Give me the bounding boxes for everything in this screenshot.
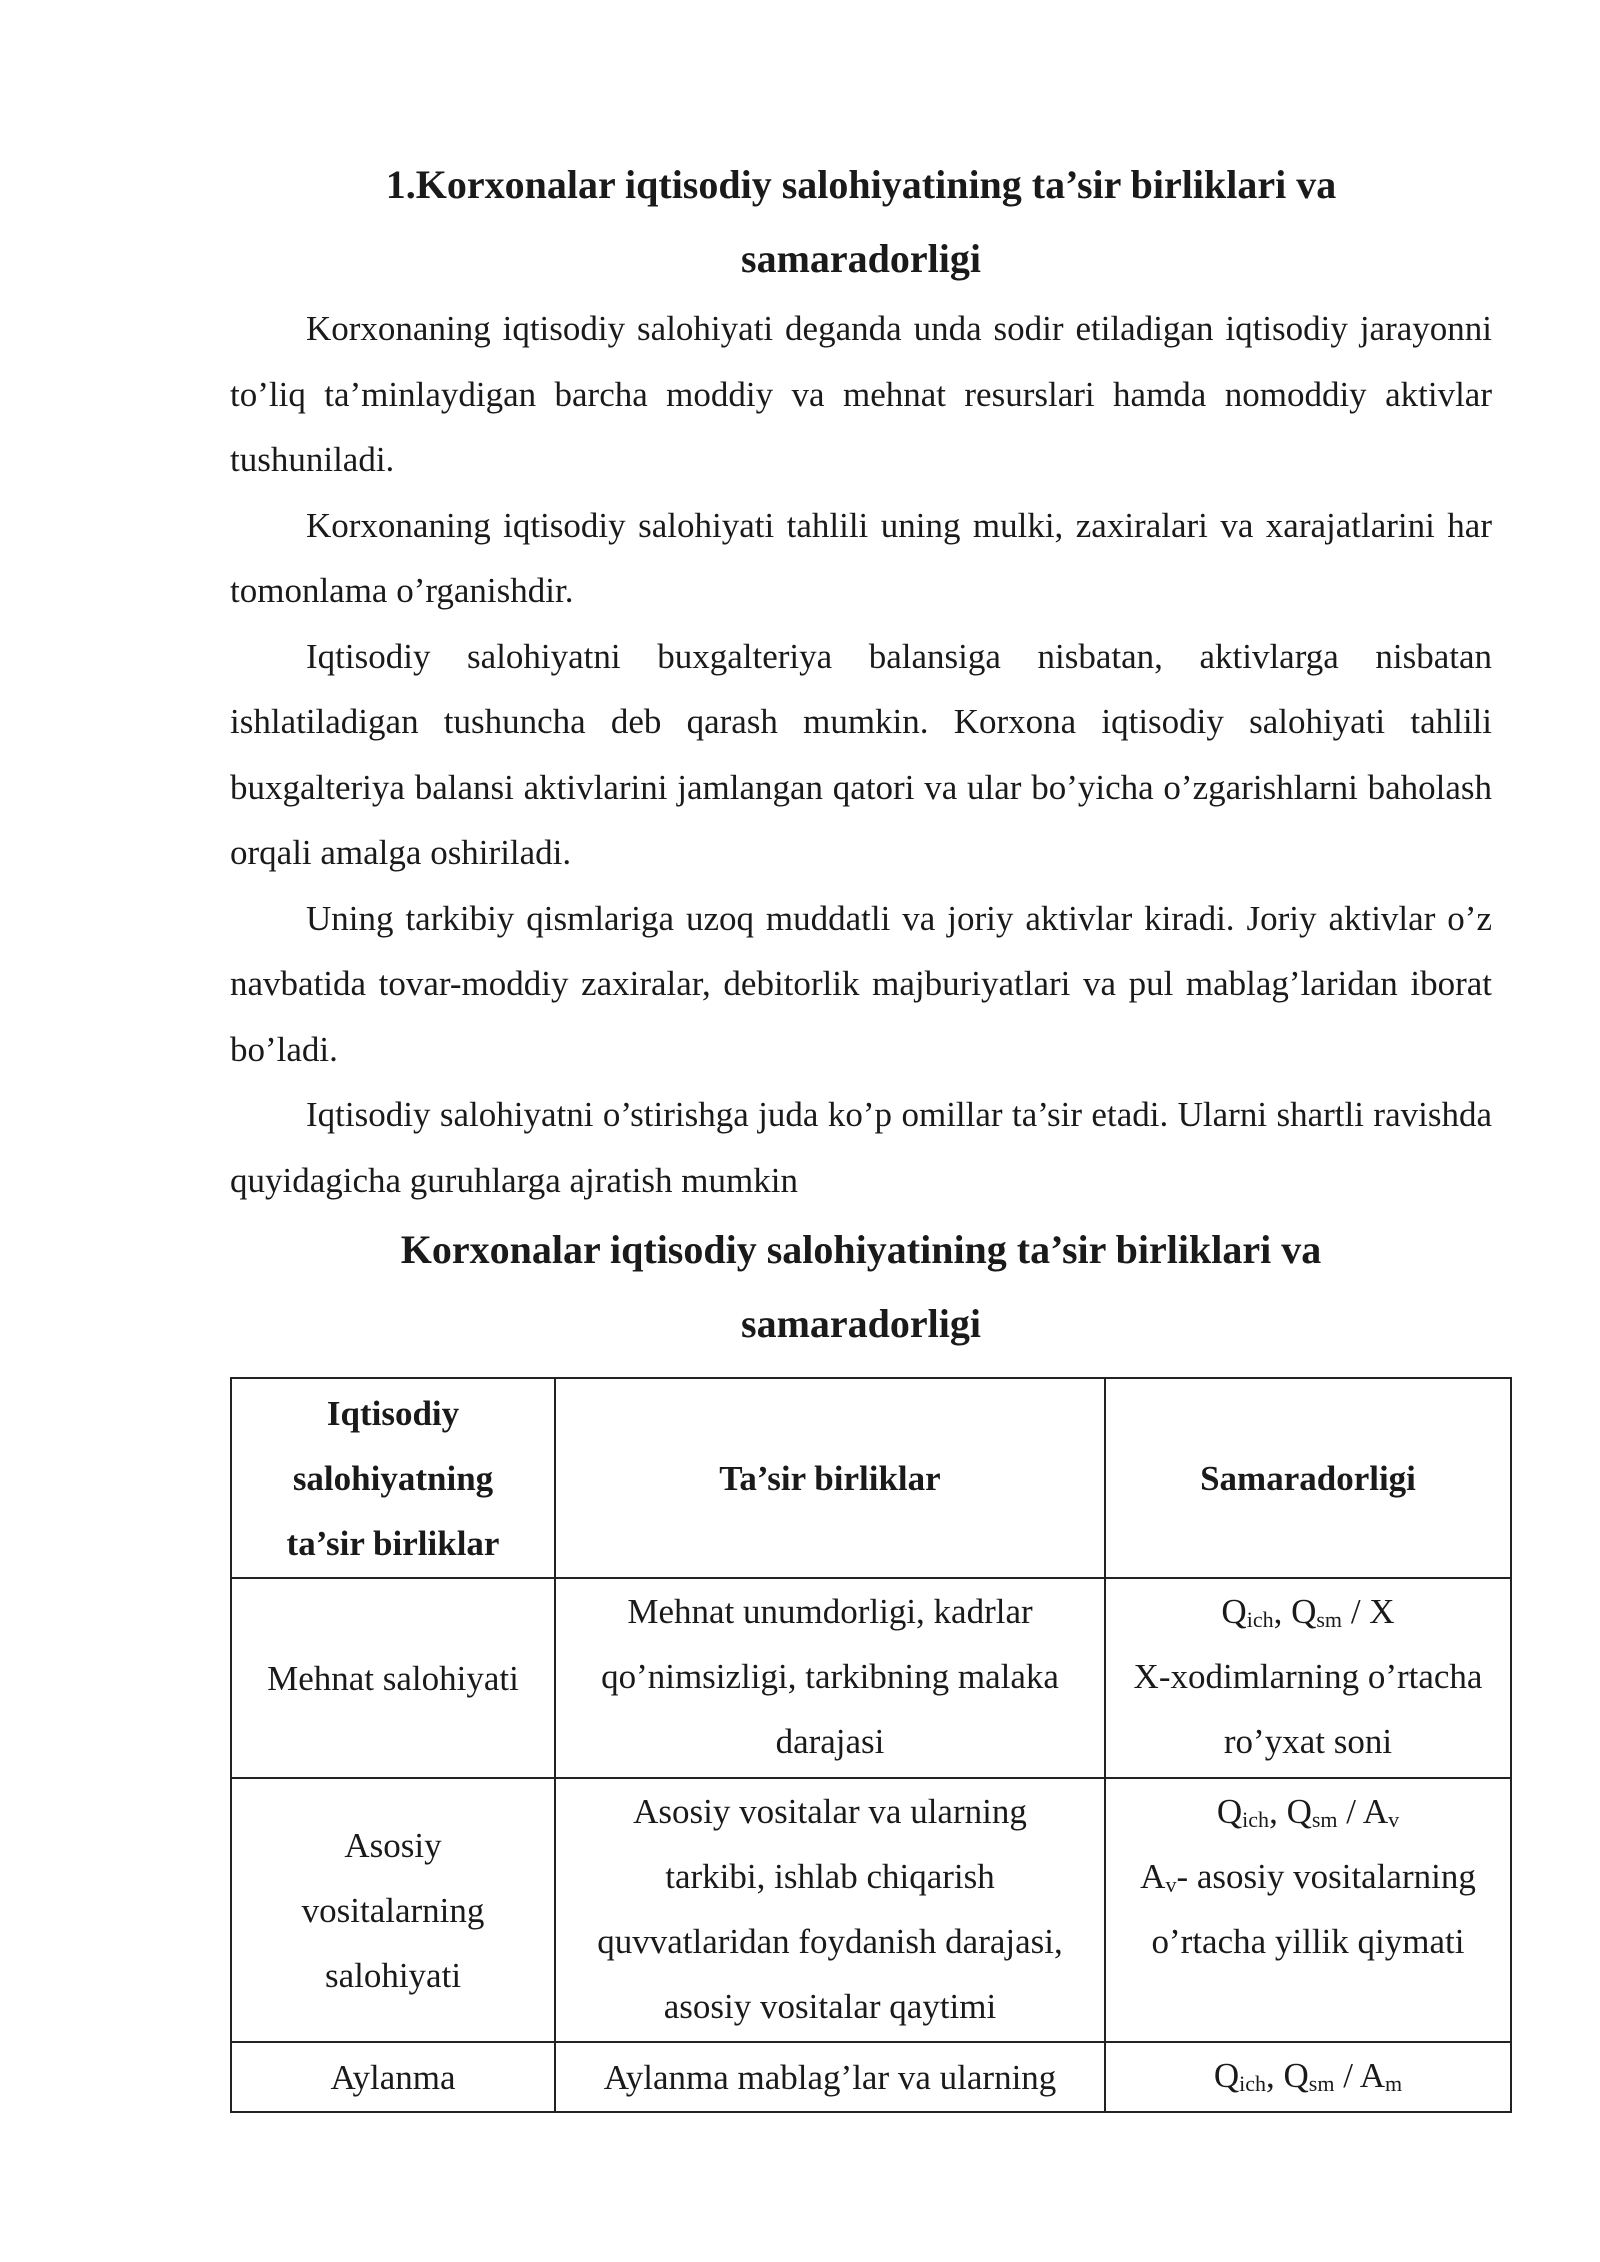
paragraph-5: Iqtisodiy salohiyatni o’stirishga juda ko’p omillar ta’sir etadi. Ularni shartli ravishda quyidagicha guruhlarga ajratish mumkin — [230, 1095, 1492, 1200]
table-row — [231, 1778, 1511, 2042]
cell-influences-line: asosiy vositalar qaytimi — [663, 1987, 997, 2026]
cell-efficiency — [1105, 1578, 1511, 1778]
cell-efficiency — [1105, 2042, 1511, 2112]
section-heading-line-2: samaradorligi — [741, 236, 981, 281]
cell-influences-line: quvvatlaridan foydanish darajasi, — [597, 1922, 1063, 1961]
table-title — [230, 1213, 1492, 1361]
cell-efficiency — [1105, 1778, 1511, 2042]
paragraph-4: Uning tarkibiy qismlariga uzoq muddatli va joriy aktivlar kiradi. Joriy aktivlar o’z navbatida tovar-moddiy zaxiralar, debitorlik majburiyatlari va pul mablag’laridan iborat bo’ladi. — [230, 898, 1492, 1069]
cell-factor-line: Asosiy — [344, 1825, 442, 1865]
cell-influences-line: darajasi — [775, 1722, 885, 1761]
cell-factor: Mehnat salohiyati — [231, 1578, 555, 1778]
paragraph-1: Korxonaning iqtisodiy salohiyati deganda unda sodir etiladigan iqtisodiy jarayonni to’liq ta’minlaydigan barcha moddiy va mehnat resurslari hamda nomoddiy aktivlar tushuniladi. — [230, 309, 1492, 479]
cell-influences — [555, 1778, 1105, 2042]
header-factor — [231, 1378, 555, 1578]
efficiency-note: o’rtacha yillik qiymati — [1151, 1922, 1465, 1961]
section-heading — [230, 148, 1492, 296]
efficiency-formula: $Q_{ich}$, $Q_{sm} / A_v$ — [1216, 1792, 1400, 1832]
table-row — [231, 1578, 1511, 1778]
efficiency-note: ro’yxat soni — [1223, 1722, 1393, 1761]
table-title-line-1: Korxonalar iqtisodiy salohiyatining ta’sir birliklari va — [400, 1227, 1322, 1272]
factors-table — [230, 1377, 1512, 2113]
cell-factor — [231, 1778, 555, 2042]
header-factor-line-2: salohiyatning — [292, 1458, 494, 1498]
cell-influences-line: Mehnat unumdorligi, kadrlar — [627, 1592, 1033, 1631]
cell-influences-line: qo’nimsizligi, tarkibning malaka — [601, 1657, 1059, 1696]
document-page — [230, 148, 1492, 2113]
cell-factor-line: vositalarning — [301, 1890, 485, 1930]
header-factor-line-3: ta’sir birliklar — [286, 1523, 500, 1563]
paragraph-3: Iqtisodiy salohiyatni buxgalteriya balansiga nisbatan, aktivlarga nisbatan ishlatiladigan tushuncha deb qarash mumkin. Korxona iqtisodiy salohiyati tahlili buxgalteriya balansi aktivlarini jamlangan qatori va ular bo’yicha o’zgarishlarni baholash orqali amalga oshiriladi. — [230, 636, 1492, 872]
paragraph-2: Korxonaning iqtisodiy salohiyati tahlili uning mulki, zaxiralari va xarajatlarini har tomonlama o’rganishdir. — [230, 505, 1492, 610]
cell-influences — [555, 1578, 1105, 1778]
cell-influences-line: tarkibi, ishlab chiqarish — [665, 1857, 995, 1896]
cell-factor: Aylanma — [231, 2042, 555, 2112]
table-title-line-2: samaradorligi — [741, 1301, 981, 1346]
efficiency-note: X-xodimlarning o’rtacha — [1133, 1657, 1483, 1696]
table-header-row — [231, 1378, 1511, 1578]
cell-factor-line: salohiyati — [324, 1955, 462, 1995]
table-row — [231, 2042, 1511, 2112]
section-heading-line-1: 1.Korxonalar iqtisodiy salohiyatining ta’sir birliklari va — [385, 162, 1337, 207]
efficiency-formula: $Q_{ich}$, $Q_{sm}$ / X — [1221, 1592, 1395, 1632]
header-factor-line-1: Iqtisodiy — [326, 1393, 460, 1433]
header-efficiency: Samaradorligi — [1105, 1378, 1511, 1578]
header-influences: Ta’sir birliklar — [555, 1378, 1105, 1578]
cell-influences: Aylanma mablag’lar va ularning — [555, 2042, 1105, 2112]
cell-influences-line: Asosiy vositalar va ularning — [633, 1792, 1027, 1831]
efficiency-note: $A_v-$ asosiy vositalarning — [1140, 1857, 1476, 1897]
efficiency-formula: $Q_{ich}$, $Q_{sm} / A_m$ — [1213, 2056, 1403, 2096]
